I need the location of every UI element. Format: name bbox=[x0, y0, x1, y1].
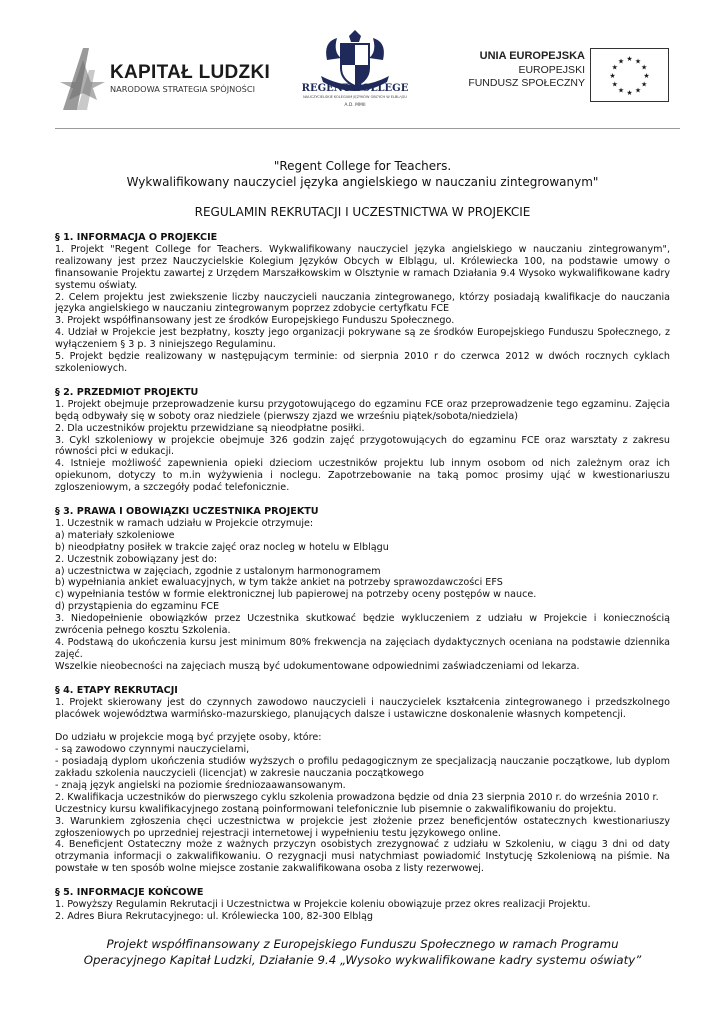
paragraph: 2. Uczestnik zobowiązany jest do: bbox=[55, 553, 218, 565]
paragraph: 3. Cykl szkoleniowy w projekcie obejmuje 326 godzin zajęć przygotowujących do egzaminu FCE oraz warsztaty z zakresu równości płci w edukacji. bbox=[55, 434, 670, 458]
svg-text:★: ★ bbox=[617, 57, 625, 66]
paragraph: 2. Dla uczestników projektu przewidziane są nieodpłatne posiłki. bbox=[55, 422, 365, 434]
svg-text:★: ★ bbox=[641, 80, 648, 89]
paragraph: 2. Adres Biura Rekrutacyjnego: ul. Królewiecka 100, 82-300 Elbląg bbox=[55, 911, 373, 923]
regent-college-year: A.D. MMII bbox=[344, 103, 366, 108]
section-heading: § 2. PRZEDMIOT PROJEKTU bbox=[55, 386, 199, 398]
kapital-ludzki-logo-icon bbox=[55, 40, 110, 118]
paragraph: 5. Projekt będzie realizowany w następującym terminie: od sierpnia 2010 r do czerwca 2012 w dwóch rocznych cyklach szkoleniowych. bbox=[55, 351, 670, 374]
paragraph: 4. Beneficjent Ostateczny może z ważnych przyczyn osobistych zrezygnować z udziału w Szkoleniu, w ciągu 3 dni od daty otrzymania informacji o zakwalifikowaniu. O rezygnacji musi natychmiast powiadomić Instytucję Szkoleniową na piśmie. Na powstałe w ten sposób wolne miejsce zostanie zakwalifikowana osoba z listy rezerwowej. bbox=[55, 839, 670, 875]
paragraph: - znają język angielski na poziomie średniozaawansowanym. bbox=[55, 779, 346, 791]
paragraph: 1. Projekt "Regent College for Teachers. Wykwalifikowany nauczyciel języka angielskiego w nauczaniu zintegrowanym", realizowany jest przez Nauczycielskie Kolegium Języków Obcych w Elblągu, ul. Królewiecka 100, na podstawie umowy o finansowanie Projektu zawartej z Urzędem Marszałkowskim w Olsztynie w ramach Działania 9.4 Wysoko wykwalifikowane kadry systemu oświaty. bbox=[55, 243, 670, 291]
regent-college-subtitle: NAUCZYCIELSKIE KOLEGIUM JĘZYKÓW OBCYCH W ELBLĄGU bbox=[303, 95, 407, 99]
paragraph: 4. Udział w Projekcie jest bezpłatny, koszty jego organizacji pokrywane są ze środków Europejskiego Funduszu Społecznego, z wyłączeniem § 3 p. 3 niniejszego Regulaminu. bbox=[55, 327, 670, 351]
ue-line-3: FUNDUSZ SPOŁECZNY bbox=[468, 77, 585, 89]
svg-text:★: ★ bbox=[626, 89, 633, 97]
svg-text:★: ★ bbox=[634, 86, 642, 95]
svg-text:★: ★ bbox=[626, 55, 633, 63]
paragraph: 2. Celem projektu jest zwiekszenie liczby nauczycieli nauczania zintegrowanego, którzy posiadają kwalifikacje do nauczania języka angielskiego w nauczaniu zintegrowanym poprzez zdobycie certyfkatu FCE bbox=[55, 291, 670, 315]
section-heading: § 3. PRAWA I OBOWIĄZKI UCZESTNIKA PROJEKTU bbox=[55, 506, 319, 518]
paragraph: 3. Projekt współfinansowany jest ze środków Europejskiego Funduszu Społecznego. bbox=[55, 315, 455, 327]
paragraph: 3. Warunkiem zgłoszenia chęci uczestnictwa w projekcie jest złożenie przez beneficjentów ostatecznych kwestionariuszy zgłoszeniowych po uprzedniej rejestracji internetowej i wypełnieniu testu językowego online. bbox=[55, 815, 670, 839]
section-5 bbox=[55, 887, 670, 923]
paragraph: 4. Podstawą do ukończenia kursu jest minimum 80% frekwencja na zajęciach dydaktycznych oceniana na podstawie dziennika zajęć. bbox=[55, 637, 670, 660]
paragraph: 1. Powyższy Regulamin Rekrutacji i Uczestnictwa w Projekcie koleniu obowiązuje przez okres realizacji Projektu. bbox=[55, 899, 591, 911]
blank-line bbox=[55, 720, 670, 732]
ue-line-2: EUROPEJSKI bbox=[518, 64, 585, 76]
svg-text:★: ★ bbox=[641, 63, 648, 72]
paragraph: - posiadają dyplom ukończenia studiów wyższych o profilu pedagogicznym ze specjalizacją nauczanie początkowe, lub dyplom zakładu szkolenia nauczycieli (licencjat) w zakresie nauczania początkowego bbox=[55, 756, 670, 780]
regent-college-name: REGENT COLLEGE bbox=[301, 83, 409, 94]
section-heading: § 4. ETAPY REKRUTACJI bbox=[55, 684, 178, 696]
header-divider bbox=[55, 128, 680, 129]
paragraph: Uczestnicy kursu kwalifikacyjnego zostaną poinformowani telefonicznie lub pisemnie o zakwalifikowaniu do projektu. bbox=[55, 803, 617, 815]
svg-text:★: ★ bbox=[617, 86, 625, 95]
paragraph: b) nieodpłatny posiłek w trakcie zajęć oraz nocleg w hotelu w Elblągu bbox=[55, 541, 389, 553]
svg-text:★: ★ bbox=[611, 80, 618, 89]
eu-flag-icon bbox=[590, 48, 669, 102]
paragraph: Do udziału w projekcie mogą być przyjęte osoby, które: bbox=[55, 732, 322, 744]
paragraph: 1. Uczestnik w ramach udziału w Projekcie otrzymuje: bbox=[55, 517, 314, 529]
paragraph: 3. Niedopełnienie obowiązków przez Uczestnika skutkować będzie wykluczeniem z udziału w Projekcie i koniecznością zwrócenia pełnego kosztu Szkolenia. bbox=[55, 613, 670, 637]
paragraph: b) wypełniania ankiet ewaluacyjnych, w tym także ankiet na potrzeby sprawozdawczości EFS bbox=[55, 577, 503, 589]
paragraph: 1. Projekt skierowany jest do czynnych zawodowo nauczycieli i nauczycielek kształcenia zintegrowanego i przedszkolnego placówek województwa warmińsko-mazurskiego, planujących dalsze i ustawiczne doskonalenie własnych kompetencji. bbox=[55, 696, 670, 720]
section-2 bbox=[55, 387, 670, 494]
section-4 bbox=[55, 685, 670, 875]
svg-text:★: ★ bbox=[609, 72, 616, 80]
paragraph: a) uczestnictwa w zajęciach, zgodnie z ustalonym harmonogramem bbox=[55, 565, 381, 577]
regulation-title: REGULAMIN REKRUTACJI I UCZESTNICTWA W PROJEKCIE bbox=[194, 205, 531, 219]
paragraph: - są zawodowo czynnymi nauczycielami, bbox=[55, 744, 250, 756]
paragraph: d) przystąpienia do egzaminu FCE bbox=[55, 601, 220, 613]
document-title-line-1: "Regent College for Teachers. bbox=[273, 159, 452, 173]
page-header bbox=[0, 0, 725, 130]
paragraph: 1. Projekt obejmuje przeprowadzenie kursu przygotowującego do egzaminu FCE oraz przeprowadzenie tego egzaminu. Zajęcia będą odbywały się w soboty oraz niedziele (pierwszy zjazd we wrześniu piątek/sobota/niedziela) bbox=[55, 398, 670, 422]
paragraph: 4. Istnieje możliwość zapewnienia opieki dzieciom uczestników projektu lub innym osobom od nich zależnym oraz ich opiekunom, dotyczy to m.in wyżywienia i noclegu. Zapotrzebowanie na taką pomoc prosimy ująć w kwestionariuszu zgloszeniowym, a szczegóły podać telefonicznie. bbox=[55, 458, 670, 494]
kapital-ludzki-subtitle: NARODOWA STRATEGIA SPÓJNOŚCI bbox=[110, 84, 256, 94]
paragraph: 2. Kwalifikacja uczestników do pierwszego cyklu szkolenia prowadzona będzie od dnia 23 sierpnia 2010 r. do września 2010 r. bbox=[55, 791, 659, 803]
svg-text:★: ★ bbox=[634, 57, 642, 66]
section-3 bbox=[55, 506, 670, 673]
footer-line-1: Projekt współfinansowany z Europejskiego Funduszu Społecznego w ramach Programu bbox=[106, 937, 619, 951]
document-title-line-2: Wykwalifikowany nauczyciel języka angielskiego w nauczaniu zintegrowanym" bbox=[126, 175, 599, 189]
document-body bbox=[55, 158, 670, 923]
section-heading: § 1. INFORMACJA O PROJEKCIE bbox=[55, 232, 218, 243]
footer-line-2: Operacyjnego Kapitał Ludzki, Działanie 9.4 „Wysoko wykwalifikowane kadry systemu oświaty” bbox=[83, 953, 642, 967]
svg-text:★: ★ bbox=[643, 72, 650, 80]
section-heading: § 5. INFORMACJE KOŃCOWE bbox=[55, 887, 204, 899]
paragraph: Wszelkie nieobecności na zajęciach muszą być udokumentowane odpowiednimi zaświadczeniami od lekarza. bbox=[55, 660, 580, 672]
ue-text-block bbox=[435, 50, 585, 89]
kapital-ludzki-title: KAPITAŁ LUDZKI bbox=[110, 62, 271, 83]
paragraph: a) materiały szkoleniowe bbox=[55, 529, 175, 541]
page-footer bbox=[55, 936, 670, 968]
section-1 bbox=[55, 232, 670, 375]
svg-text:★: ★ bbox=[611, 63, 618, 72]
paragraph: c) wypełniania testów w formie elektronicznej lub papierowej na potrzeby oceny postępów w nauce. bbox=[55, 589, 537, 601]
ue-line-1: UNIA EUROPEJSKA bbox=[479, 50, 585, 62]
